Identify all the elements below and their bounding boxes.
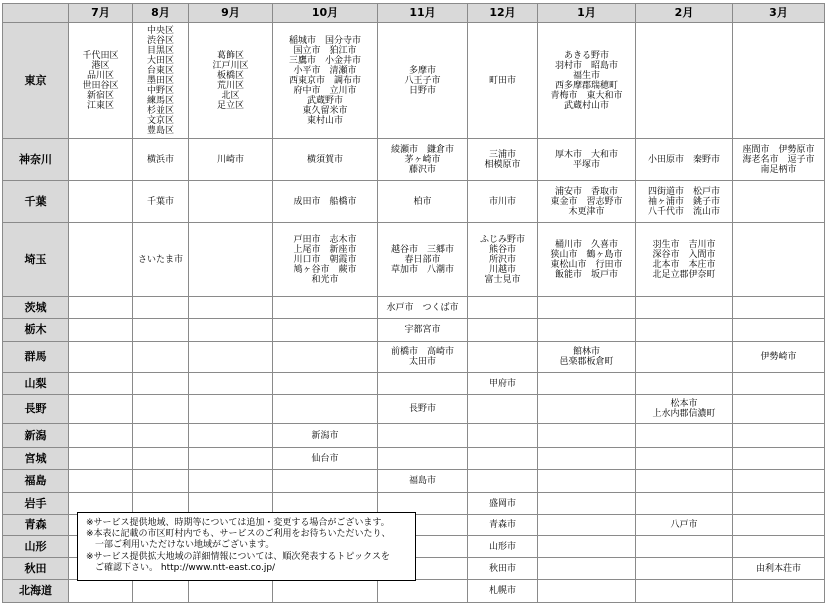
area-cell [733, 373, 825, 395]
area-cell [538, 536, 636, 558]
area-cell: 三浦市 相模原市 [468, 139, 538, 181]
area-cell: 羽生市 吉川市 深谷市 入間市 北本市 本庄市 北足立郡伊奈町 [636, 223, 733, 297]
area-cell [733, 536, 825, 558]
area-cell [273, 470, 378, 493]
area-cell [538, 470, 636, 493]
area-cell [733, 223, 825, 297]
area-cell: 館林市 邑楽郡板倉町 [538, 342, 636, 373]
area-cell [189, 470, 273, 493]
area-cell: 八戸市 [636, 515, 733, 536]
area-cell: 長野市 [378, 395, 468, 424]
area-cell [538, 515, 636, 536]
prefecture-label: 埼玉 [3, 223, 69, 297]
area-cell [468, 395, 538, 424]
area-cell: 綾瀬市 鎌倉市 茅ヶ崎市 藤沢市 [378, 139, 468, 181]
table-row [3, 23, 825, 139]
area-cell: 小田原市 秦野市 [636, 139, 733, 181]
prefecture-label: 岩手 [3, 493, 69, 515]
area-cell [189, 580, 273, 603]
prefecture-label: 北海道 [3, 580, 69, 603]
area-cell [189, 448, 273, 470]
area-cell [133, 448, 189, 470]
area-cell [189, 342, 273, 373]
area-cell [378, 373, 468, 395]
month-header: 12月 [468, 4, 538, 23]
area-cell: 町田市 [468, 23, 538, 139]
area-cell [273, 373, 378, 395]
month-header: 10月 [273, 4, 378, 23]
area-cell [636, 373, 733, 395]
area-cell: 越谷市 三郷市 春日部市 草加市 八潮市 [378, 223, 468, 297]
notice-box [77, 512, 416, 581]
area-cell [538, 319, 636, 342]
area-cell [69, 297, 133, 319]
prefecture-label: 神奈川 [3, 139, 69, 181]
area-cell [468, 448, 538, 470]
area-cell: 千葉市 [133, 181, 189, 223]
area-cell: 宇都宮市 [378, 319, 468, 342]
area-cell [189, 223, 273, 297]
area-cell [189, 297, 273, 319]
table-row [3, 448, 825, 470]
area-cell [133, 342, 189, 373]
area-cell: 青森市 [468, 515, 538, 536]
table-row [3, 181, 825, 223]
month-header: 8月 [133, 4, 189, 23]
area-cell [636, 558, 733, 580]
prefecture-label: 長野 [3, 395, 69, 424]
area-cell [69, 319, 133, 342]
area-cell: 秋田市 [468, 558, 538, 580]
prefecture-label: 山梨 [3, 373, 69, 395]
area-cell [69, 448, 133, 470]
area-cell: ふじみ野市 熊谷市 所沢市 川越市 富士見市 [468, 223, 538, 297]
area-cell: 仙台市 [273, 448, 378, 470]
area-cell [733, 181, 825, 223]
area-cell: 市川市 [468, 181, 538, 223]
month-header: 1月 [538, 4, 636, 23]
table-row [3, 470, 825, 493]
area-cell [378, 580, 468, 603]
area-cell [538, 424, 636, 448]
area-cell [189, 373, 273, 395]
prefecture-label: 栃木 [3, 319, 69, 342]
area-cell [636, 23, 733, 139]
area-cell [538, 448, 636, 470]
area-cell [189, 181, 273, 223]
table-row [3, 223, 825, 297]
area-cell: 松本市 上水内郡信濃町 [636, 395, 733, 424]
area-cell: 稲城市 国分寺市 国立市 狛江市 三鷹市 小金井市 小平市 清瀬市 西東京市 調布市 府中市 立川市 武蔵野市 東久留米市 東村山市 [273, 23, 378, 139]
month-header: 3月 [733, 4, 825, 23]
area-cell: 札幌市 [468, 580, 538, 603]
area-cell [69, 470, 133, 493]
area-cell: 柏市 [378, 181, 468, 223]
area-cell [733, 424, 825, 448]
area-cell [69, 395, 133, 424]
area-cell: 横浜市 [133, 139, 189, 181]
area-cell: 前橋市 高崎市 太田市 [378, 342, 468, 373]
area-cell: あきる野市 羽村市 昭島市 福生市 西多摩郡瑞穂町 青梅市 東大和市 武蔵村山市 [538, 23, 636, 139]
area-cell: 中央区 渋谷区 目黒区 大田区 台東区 墨田区 中野区 練馬区 杉並区 文京区 豊島区 [133, 23, 189, 139]
area-cell: 盛岡市 [468, 493, 538, 515]
area-cell [468, 424, 538, 448]
area-cell [133, 470, 189, 493]
area-cell [538, 297, 636, 319]
area-cell: 浦安市 香取市 東金市 習志野市 木更津市 [538, 181, 636, 223]
area-cell [636, 297, 733, 319]
table-row [3, 342, 825, 373]
table-row [3, 319, 825, 342]
area-cell [468, 342, 538, 373]
prefecture-label: 新潟 [3, 424, 69, 448]
area-cell [273, 342, 378, 373]
area-cell: 山形市 [468, 536, 538, 558]
prefecture-label: 群馬 [3, 342, 69, 373]
area-cell [733, 493, 825, 515]
area-cell: 葛飾区 江戸川区 板橋区 荒川区 北区 足立区 [189, 23, 273, 139]
area-cell [69, 424, 133, 448]
area-cell: 伊勢崎市 [733, 342, 825, 373]
area-cell [378, 448, 468, 470]
area-cell [378, 424, 468, 448]
area-cell: 甲府市 [468, 373, 538, 395]
area-cell [636, 580, 733, 603]
area-cell [133, 297, 189, 319]
area-cell [189, 424, 273, 448]
area-cell [189, 395, 273, 424]
area-cell [133, 424, 189, 448]
area-cell [636, 319, 733, 342]
area-cell [538, 373, 636, 395]
area-cell [636, 470, 733, 493]
area-cell [133, 395, 189, 424]
table-row [3, 424, 825, 448]
area-cell [733, 470, 825, 493]
area-cell [636, 536, 733, 558]
area-cell: 戸田市 志木市 上尾市 新座市 川口市 朝霞市 鳩ヶ谷市 蕨市 和光市 [273, 223, 378, 297]
month-header: 7月 [69, 4, 133, 23]
area-cell: 四街道市 松戸市 袖ヶ浦市 銚子市 八千代市 流山市 [636, 181, 733, 223]
table-row [3, 395, 825, 424]
area-cell [538, 558, 636, 580]
area-cell [636, 342, 733, 373]
area-cell [468, 297, 538, 319]
prefecture-label: 青森 [3, 515, 69, 536]
prefecture-label: 宮城 [3, 448, 69, 470]
area-cell: 成田市 船橋市 [273, 181, 378, 223]
area-cell [69, 342, 133, 373]
prefecture-label: 茨城 [3, 297, 69, 319]
area-cell: 厚木市 大和市 平塚市 [538, 139, 636, 181]
area-cell [733, 448, 825, 470]
notice-line: ※サービス提供地域、時期等については追加・変更する場合がございます。 [86, 518, 390, 528]
prefecture-label: 千葉 [3, 181, 69, 223]
area-cell [733, 515, 825, 536]
area-cell [538, 580, 636, 603]
table-row [3, 139, 825, 181]
area-cell [69, 181, 133, 223]
area-cell [273, 395, 378, 424]
table-row [3, 580, 825, 603]
area-cell [133, 373, 189, 395]
month-header: 9月 [189, 4, 273, 23]
month-header: 11月 [378, 4, 468, 23]
area-cell: さいたま市 [133, 223, 189, 297]
area-cell [69, 139, 133, 181]
area-cell: 水戸市 つくば市 [378, 297, 468, 319]
area-cell [273, 580, 378, 603]
area-cell: 桶川市 久喜市 狭山市 鶴ヶ島市 東松山市 行田市 飯能市 坂戸市 [538, 223, 636, 297]
area-cell [733, 319, 825, 342]
notice-line: ご確認下さい。 http://www.ntt-east.co.jp/ [86, 562, 276, 573]
table-row [3, 373, 825, 395]
area-cell [69, 223, 133, 297]
area-cell [636, 448, 733, 470]
prefecture-label: 秋田 [3, 558, 69, 580]
area-cell [273, 297, 378, 319]
table-row [3, 297, 825, 319]
area-cell: 多摩市 八王子市 日野市 [378, 23, 468, 139]
area-cell [468, 470, 538, 493]
area-cell [468, 319, 538, 342]
area-cell [733, 395, 825, 424]
area-cell [69, 580, 133, 603]
area-cell [189, 319, 273, 342]
area-cell [133, 580, 189, 603]
area-cell: 座間市 伊勢原市 海老名市 逗子市 南足柄市 [733, 139, 825, 181]
prefecture-label: 東京 [3, 23, 69, 139]
area-cell: 新潟市 [273, 424, 378, 448]
prefecture-label: 福島 [3, 470, 69, 493]
area-cell [69, 373, 133, 395]
area-cell [733, 23, 825, 139]
month-header: 2月 [636, 4, 733, 23]
notice-line: 一部ご利用いただけない地域がございます。 [86, 540, 275, 551]
area-cell: 川崎市 [189, 139, 273, 181]
area-cell: 千代田区 港区 品川区 世田谷区 新宿区 江東区 [69, 23, 133, 139]
prefecture-label: 山形 [3, 536, 69, 558]
area-cell [538, 493, 636, 515]
area-cell [133, 319, 189, 342]
area-cell [733, 297, 825, 319]
notice-line: ※サービス提供拡大地域の詳細情報については、順次発表するトピックスを [86, 551, 390, 562]
area-cell [273, 319, 378, 342]
area-cell: 福島市 [378, 470, 468, 493]
area-cell [538, 395, 636, 424]
notice-line: ※本表に記載の市区町村内でも、サービスのご利用をお待ちいただいたり、 [86, 529, 391, 540]
area-cell [636, 424, 733, 448]
header-row [3, 4, 825, 23]
area-cell [733, 580, 825, 603]
area-cell [636, 493, 733, 515]
corner-cell [3, 4, 69, 23]
area-cell: 横須賀市 [273, 139, 378, 181]
area-cell: 由利本荘市 [733, 558, 825, 580]
